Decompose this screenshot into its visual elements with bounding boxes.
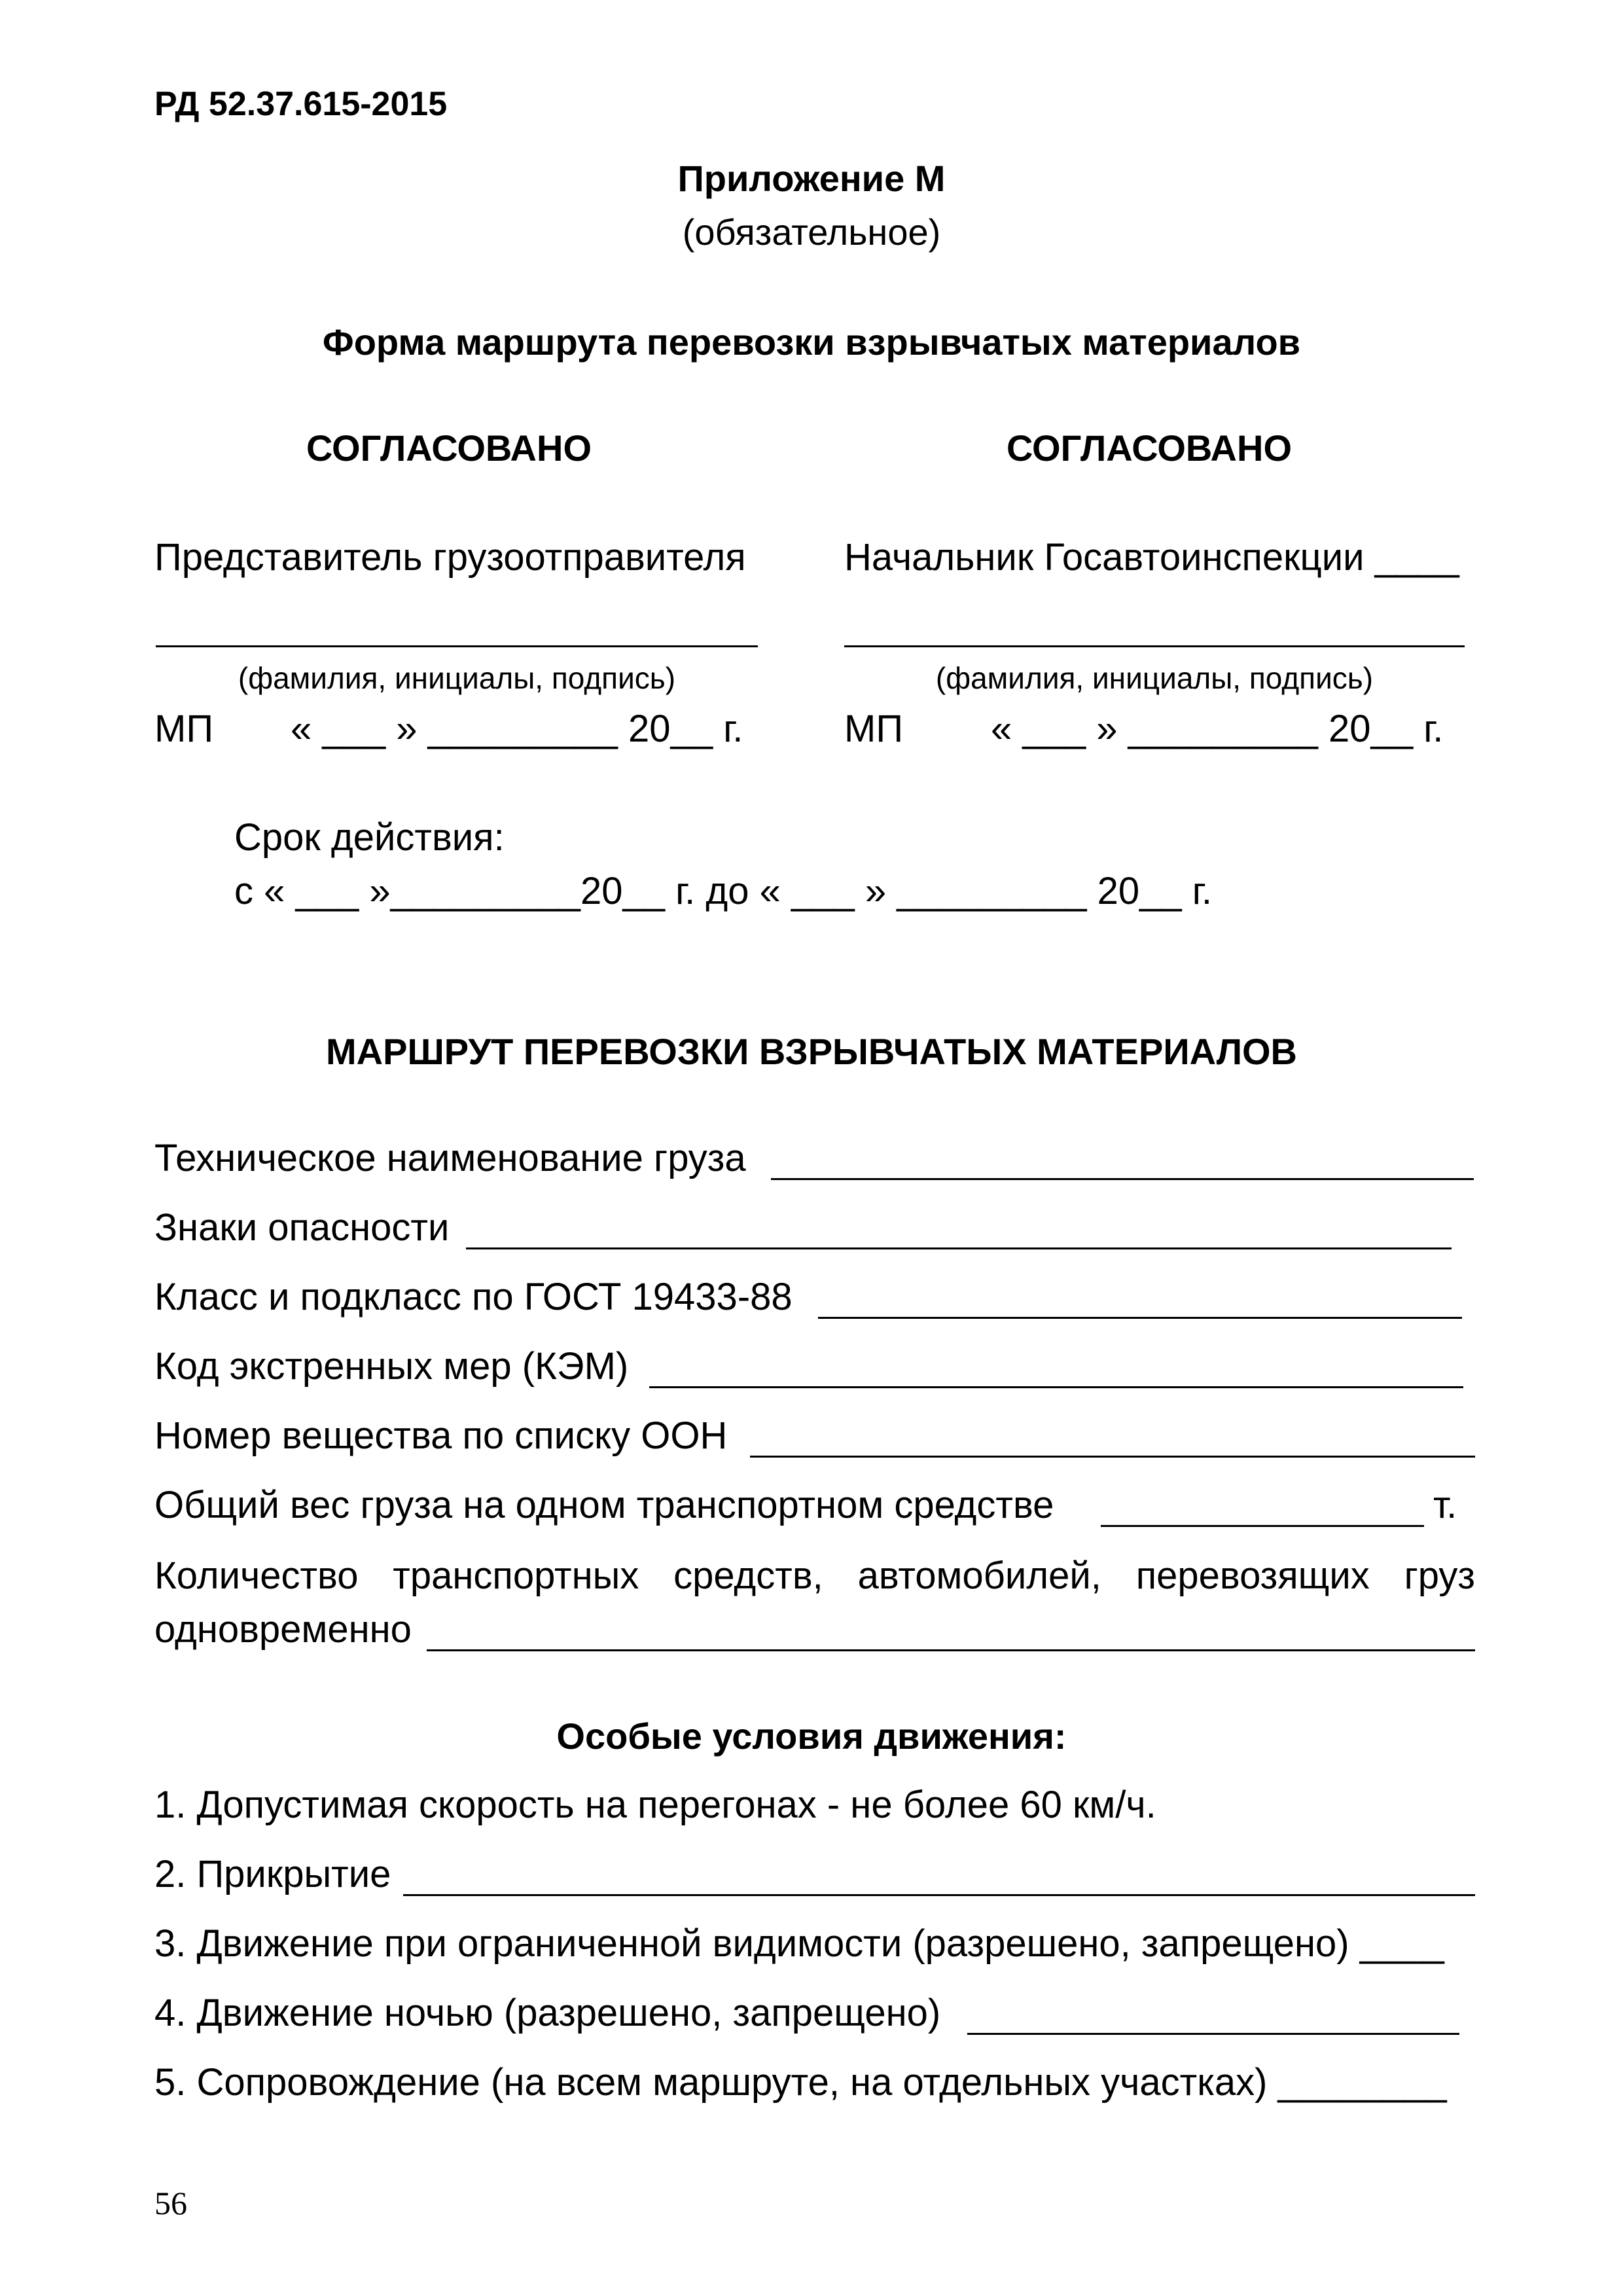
approval-right-date[interactable]: « ___ » _________ 20__ г. (991, 708, 1444, 750)
route-title: МАРШРУТ ПЕРЕВОЗКИ ВЗРЫВЧАТЫХ МАТЕРИАЛОВ (326, 1031, 1297, 1072)
approval-left-date[interactable]: « ___ » _________ 20__ г. (291, 708, 743, 750)
approval-right-signature-line[interactable] (844, 645, 1465, 647)
appendix-note: (обязательное) (682, 211, 941, 253)
hazard-signs-field[interactable] (466, 1247, 1452, 1249)
condition-item-4-field[interactable] (967, 2033, 1459, 2035)
vehicle-count-label-line2: одновременно (154, 1608, 412, 1651)
condition-item-4-label: 4. Движение ночью (разрешено, запрещено) (154, 1992, 941, 2034)
kem-label: Код экстренных мер (КЭМ) (154, 1345, 629, 1388)
weight-label: Общий вес груза на одном транспортном средстве (154, 1484, 1054, 1526)
approval-right-role: Начальник Госавтоинспекции ____ (844, 536, 1459, 579)
approval-left-caption: (фамилия, инициалы, подпись) (238, 661, 676, 695)
page-number: 56 (154, 2185, 187, 2221)
un-number-field[interactable] (750, 1456, 1475, 1458)
condition-item-3[interactable]: 3. Движение при ограниченной видимости (разрешено, запрещено) ____ (154, 1922, 1444, 1965)
appendix-title: Приложение М (677, 158, 946, 199)
condition-item-5[interactable]: 5. Сопровождение (на всем маршруте, на отдельных участках) ________ (154, 2061, 1447, 2104)
approval-right-heading: СОГЛАСОВАНО (1007, 427, 1292, 469)
document-code: РД 52.37.615-2015 (154, 85, 448, 123)
validity-label: Срок действия: (234, 816, 505, 859)
weight-field[interactable] (1101, 1525, 1424, 1527)
cargo-name-label: Техническое наименование груза (154, 1137, 746, 1179)
approval-left-signature-line[interactable] (156, 645, 758, 647)
un-number-label: Номер вещества по списку ООН (154, 1414, 728, 1457)
class-label: Класс и подкласс по ГОСТ 19433-88 (154, 1276, 793, 1318)
weight-unit: т. (1433, 1484, 1457, 1526)
approval-left-stamp-label: МП (154, 708, 214, 750)
form-title: Форма маршрута перевозки взрывчатых материалов (322, 321, 1301, 363)
class-field[interactable] (818, 1317, 1462, 1319)
approval-right-caption: (фамилия, инициалы, подпись) (935, 661, 1374, 695)
vehicle-count-field[interactable] (427, 1649, 1475, 1651)
approval-right-stamp-label: МП (844, 708, 904, 750)
vehicle-count-label-line1: Количество транспортных средств, автомобилей, перевозящих груз (154, 1554, 1475, 1597)
condition-item-1: 1. Допустимая скорость на перегонах - не более 60 км/ч. (154, 1784, 1156, 1826)
approval-left-heading: СОГЛАСОВАНО (306, 427, 592, 469)
kem-field[interactable] (649, 1386, 1463, 1388)
condition-item-2-field[interactable] (403, 1894, 1475, 1896)
cargo-name-field[interactable] (771, 1178, 1474, 1180)
conditions-title: Особые условия движения: (556, 1715, 1067, 1757)
validity-range[interactable]: с « ___ »_________20__ г. до « ___ » _________ 20__ г. (234, 870, 1212, 912)
hazard-signs-label: Знаки опасности (154, 1206, 450, 1249)
approval-left-role: Представитель грузоотправителя (154, 536, 746, 579)
condition-item-2-label: 2. Прикрытие (154, 1853, 391, 1895)
